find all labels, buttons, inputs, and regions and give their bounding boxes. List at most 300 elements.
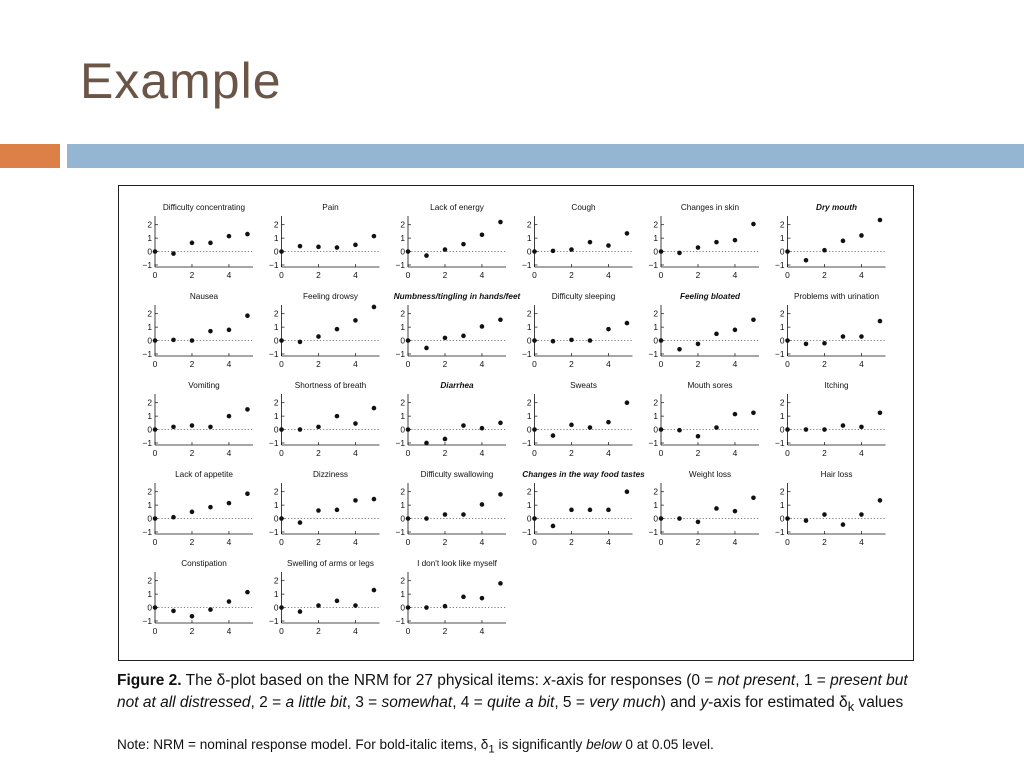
caption-text: The [181, 672, 217, 689]
y-tick-label: 0 [273, 246, 279, 257]
y-tick-label: 2 [400, 308, 405, 319]
data-point [353, 318, 358, 323]
data-point [841, 334, 846, 339]
data-point [804, 427, 809, 432]
data-point [696, 520, 701, 525]
y-tick-label: −1 [395, 259, 405, 270]
y-tick-label: −1 [648, 348, 658, 359]
caption-very-much: very much [589, 694, 661, 711]
y-tick-label: 1 [400, 589, 405, 600]
data-point [443, 247, 448, 252]
panel-title: Vomiting [188, 381, 220, 390]
data-point [878, 498, 883, 503]
y-tick-label: −1 [268, 348, 279, 359]
data-point [298, 244, 303, 249]
x-tick-label: 4 [479, 448, 485, 458]
x-tick-label: 2 [695, 537, 701, 547]
data-point [406, 427, 411, 432]
y-tick-label: −1 [774, 437, 785, 448]
data-point [733, 328, 738, 333]
data-point [245, 313, 250, 318]
data-point [677, 347, 682, 352]
data-point [372, 234, 377, 239]
x-tick-label: 0 [279, 626, 284, 636]
x-tick-label: 0 [658, 537, 664, 547]
x-tick-label: 4 [606, 537, 611, 547]
panel-title: Constipation [181, 559, 227, 568]
panel-title: Changes in the way food tastes [522, 470, 645, 479]
note-text: 0 at 0.05 level. [621, 737, 714, 752]
x-tick-label: 0 [658, 270, 664, 280]
caption-delta: δ [216, 672, 226, 689]
data-point [461, 334, 466, 339]
data-point [245, 590, 250, 595]
x-tick-label: 4 [353, 359, 358, 369]
x-tick-label: 0 [152, 448, 158, 458]
data-point [245, 407, 250, 412]
panel-title: Difficulty sleeping [551, 292, 616, 301]
data-point [279, 605, 284, 610]
panel-title: Difficulty concentrating [162, 203, 246, 212]
y-tick-label: 0 [779, 424, 785, 435]
data-point [733, 238, 738, 243]
data-point [785, 516, 790, 521]
data-point [480, 324, 485, 329]
data-point [298, 520, 303, 525]
x-tick-label: 4 [732, 537, 738, 547]
data-point [751, 495, 756, 500]
data-point [153, 427, 158, 432]
x-tick-label: 2 [442, 359, 448, 369]
data-point [424, 516, 429, 521]
data-point [551, 433, 556, 438]
x-tick-label: 4 [226, 626, 232, 636]
x-tick-label: 2 [569, 359, 574, 369]
y-tick-label: −1 [521, 259, 532, 270]
y-tick-label: 2 [400, 397, 405, 408]
x-tick-label: 0 [405, 270, 411, 280]
x-tick-label: 2 [316, 537, 321, 547]
data-point [353, 421, 358, 426]
x-tick-label: 0 [405, 537, 411, 547]
data-point [659, 427, 664, 432]
panel-title: Weight loss [688, 470, 732, 479]
x-tick-label: 4 [732, 448, 738, 458]
y-tick-label: 0 [526, 246, 532, 257]
x-tick-label: 4 [353, 626, 358, 636]
data-point [625, 321, 630, 326]
x-tick-label: 4 [859, 270, 864, 280]
data-point [190, 338, 195, 343]
y-tick-label: 0 [273, 424, 279, 435]
x-tick-label: 2 [189, 537, 195, 547]
data-point [714, 240, 719, 245]
caption-little-bit: a little bit [285, 694, 347, 711]
data-point [406, 605, 411, 610]
data-point [279, 249, 284, 254]
y-tick-label: 1 [273, 589, 279, 600]
y-tick-label: 2 [653, 486, 658, 497]
data-point [480, 232, 485, 237]
y-tick-label: 2 [400, 219, 405, 230]
data-point [171, 251, 176, 256]
data-point [878, 218, 883, 223]
data-point [153, 338, 158, 343]
y-tick-label: 0 [526, 335, 532, 346]
data-point [208, 329, 213, 334]
y-tick-label: 0 [526, 424, 532, 435]
y-tick-label: 2 [273, 575, 279, 586]
data-point [335, 245, 340, 250]
y-tick-label: 0 [273, 602, 279, 613]
y-tick-label: 2 [653, 219, 658, 230]
data-point [227, 599, 232, 604]
y-tick-label: 1 [779, 322, 785, 333]
data-point [335, 414, 340, 419]
y-tick-label: 1 [400, 233, 405, 244]
y-tick-label: 1 [526, 322, 532, 333]
note-subscript-1: 1 [488, 743, 495, 756]
y-tick-label: 0 [147, 335, 152, 346]
caption-text: , 2 = [250, 694, 286, 711]
x-tick-label: 4 [226, 537, 232, 547]
y-tick-label: 0 [147, 424, 152, 435]
data-point [443, 604, 448, 609]
data-point [532, 427, 537, 432]
data-point [406, 516, 411, 521]
y-tick-label: 0 [400, 424, 405, 435]
x-tick-label: 4 [732, 359, 738, 369]
x-tick-label: 0 [785, 270, 790, 280]
data-point [498, 492, 503, 497]
data-point [353, 603, 358, 608]
data-point [443, 512, 448, 517]
data-point [859, 425, 864, 430]
data-point [822, 512, 827, 517]
x-tick-label: 0 [532, 537, 537, 547]
data-point [372, 305, 377, 310]
y-tick-label: −1 [521, 437, 532, 448]
data-point [841, 522, 846, 527]
data-point [804, 518, 809, 523]
y-tick-label: 0 [400, 335, 405, 346]
y-tick-label: 1 [653, 322, 658, 333]
note-text: is significantly [494, 737, 587, 752]
x-tick-label: 2 [695, 448, 701, 458]
data-point [551, 524, 556, 529]
data-point [480, 502, 485, 507]
data-point [279, 427, 284, 432]
data-point [298, 340, 303, 345]
y-tick-label: −1 [521, 348, 532, 359]
x-tick-label: 0 [279, 359, 284, 369]
y-tick-label: 1 [273, 500, 279, 511]
x-tick-label: 2 [822, 270, 827, 280]
data-point [461, 242, 466, 247]
x-tick-label: 2 [569, 537, 574, 547]
y-tick-label: −1 [395, 348, 405, 359]
x-tick-label: 0 [785, 537, 790, 547]
x-tick-label: 4 [353, 448, 358, 458]
caption-y: y [700, 694, 709, 711]
note-delta: δ [480, 737, 489, 752]
y-tick-label: 1 [779, 233, 785, 244]
data-point [606, 243, 611, 248]
x-tick-label: 2 [316, 448, 321, 458]
data-point [859, 334, 864, 339]
data-point [822, 341, 827, 346]
y-tick-label: 0 [526, 513, 532, 524]
x-tick-label: 4 [859, 537, 864, 547]
data-point [208, 425, 213, 430]
caption-text: -axis for responses (0 = [550, 672, 718, 689]
x-tick-label: 2 [822, 448, 827, 458]
y-tick-label: 1 [400, 500, 405, 511]
panel-title: Dizziness [312, 470, 349, 479]
data-point [588, 338, 593, 343]
x-tick-label: 4 [226, 448, 232, 458]
panel-title: Mouth sores [687, 381, 733, 390]
x-tick-label: 0 [405, 448, 411, 458]
y-tick-label: −1 [268, 615, 279, 626]
y-tick-label: −1 [774, 348, 785, 359]
y-tick-label: −1 [268, 259, 279, 270]
caption-text: -axis for estimated [708, 694, 840, 711]
data-point [461, 595, 466, 600]
data-point [804, 258, 809, 263]
note-below: below [586, 737, 622, 752]
x-tick-label: 4 [859, 359, 864, 369]
y-tick-label: 0 [400, 602, 405, 613]
panel-title: Nausea [189, 292, 219, 301]
data-point [822, 248, 827, 253]
y-tick-label: 2 [526, 397, 532, 408]
x-tick-label: 0 [785, 448, 790, 458]
y-tick-label: 2 [147, 486, 152, 497]
caption-quite-a-bit: quite a bit [487, 694, 555, 711]
data-point [606, 327, 611, 332]
x-tick-label: 4 [606, 448, 611, 458]
y-tick-label: −1 [142, 259, 152, 270]
x-tick-label: 2 [189, 626, 195, 636]
x-tick-label: 4 [606, 359, 611, 369]
x-tick-label: 2 [695, 359, 701, 369]
y-tick-label: 1 [147, 589, 152, 600]
y-tick-label: −1 [648, 259, 658, 270]
data-point [190, 614, 195, 619]
data-point [424, 346, 429, 351]
data-point [625, 400, 630, 405]
data-point [551, 249, 556, 254]
panel-title: Changes in skin [680, 203, 740, 212]
y-tick-label: 0 [147, 513, 152, 524]
data-point [480, 426, 485, 431]
x-tick-label: 2 [316, 626, 321, 636]
data-point [625, 231, 630, 236]
caption-delta-k: δ [839, 694, 848, 711]
y-tick-label: 0 [779, 335, 785, 346]
panel-title: Sweats [570, 381, 597, 390]
data-point [353, 243, 358, 248]
data-point [751, 317, 756, 322]
delta-plot-figure [118, 185, 914, 661]
data-point [532, 516, 537, 521]
y-tick-label: −1 [648, 526, 658, 537]
data-point [606, 508, 611, 513]
data-point [841, 239, 846, 244]
x-tick-label: 2 [189, 359, 195, 369]
y-tick-label: 0 [653, 246, 658, 257]
x-tick-label: 2 [189, 448, 195, 458]
data-point [171, 338, 176, 343]
data-point [677, 428, 682, 433]
data-point [733, 509, 738, 514]
data-point [822, 427, 827, 432]
x-tick-label: 4 [353, 537, 358, 547]
data-point [316, 425, 321, 430]
data-point [316, 245, 321, 250]
x-tick-label: 2 [822, 537, 827, 547]
data-point [714, 506, 719, 511]
y-tick-label: 2 [147, 308, 152, 319]
y-tick-label: 1 [273, 411, 279, 422]
data-point [335, 599, 340, 604]
x-tick-label: 0 [279, 537, 284, 547]
data-point [551, 339, 556, 344]
data-point [424, 253, 429, 258]
y-tick-label: 2 [147, 575, 152, 586]
x-tick-label: 4 [479, 270, 485, 280]
data-point [227, 501, 232, 506]
data-point [569, 423, 574, 428]
data-point [498, 581, 503, 586]
y-tick-label: −1 [521, 526, 532, 537]
y-tick-label: 2 [526, 486, 532, 497]
data-point [859, 233, 864, 238]
y-tick-label: 2 [779, 219, 785, 230]
y-tick-label: 2 [779, 397, 785, 408]
y-tick-label: 2 [273, 219, 279, 230]
data-point [372, 588, 377, 593]
panel-title: I don't look like myself [417, 559, 497, 568]
y-tick-label: 1 [526, 411, 532, 422]
data-point [878, 410, 883, 415]
data-point [498, 317, 503, 322]
x-tick-label: 0 [658, 359, 664, 369]
x-tick-label: 2 [569, 448, 574, 458]
x-tick-label: 0 [152, 537, 158, 547]
panel-title: Swelling of arms or legs [287, 559, 374, 568]
caption-text: ) and [660, 694, 701, 711]
y-tick-label: 2 [400, 486, 405, 497]
x-tick-label: 2 [822, 359, 827, 369]
data-point [424, 441, 429, 446]
data-point [480, 596, 485, 601]
y-tick-label: −1 [395, 526, 405, 537]
y-tick-label: −1 [268, 526, 279, 537]
x-tick-label: 0 [658, 448, 664, 458]
caption-text: , 3 = [346, 694, 382, 711]
data-point [443, 336, 448, 341]
y-tick-label: −1 [395, 437, 405, 448]
y-tick-label: 2 [273, 397, 279, 408]
y-tick-label: 0 [400, 246, 405, 257]
data-point [316, 334, 321, 339]
y-tick-label: 2 [147, 397, 152, 408]
x-tick-label: 4 [859, 448, 864, 458]
data-point [498, 220, 503, 225]
y-tick-label: 2 [526, 308, 532, 319]
panel-title: Numbness/tingling in hands/feet [393, 292, 521, 301]
caption-subscript-k: k [847, 699, 855, 715]
data-point [659, 516, 664, 521]
figure-note [117, 737, 917, 756]
data-point [785, 249, 790, 254]
data-point [461, 423, 466, 428]
x-tick-label: 2 [569, 270, 574, 280]
x-tick-label: 2 [442, 270, 448, 280]
data-point [677, 251, 682, 256]
data-point [190, 423, 195, 428]
panel-title: Feeling drowsy [302, 292, 359, 301]
x-tick-label: 0 [532, 359, 537, 369]
x-tick-label: 4 [479, 626, 485, 636]
y-tick-label: 0 [273, 513, 279, 524]
panel-title: Hair loss [820, 470, 853, 479]
data-point [227, 414, 232, 419]
panel-title: Lack of energy [430, 203, 484, 212]
data-point [606, 420, 611, 425]
caption-text: values [854, 694, 904, 711]
panel-title: Shortness of breath [294, 381, 367, 390]
data-point [443, 437, 448, 442]
data-point [372, 497, 377, 502]
data-point [279, 338, 284, 343]
y-tick-label: −1 [142, 526, 152, 537]
x-tick-label: 0 [405, 359, 411, 369]
data-point [532, 338, 537, 343]
data-point [353, 498, 358, 503]
caption-present: present but not at all distressed [117, 672, 908, 711]
data-point [208, 607, 213, 612]
panel-title: Difficulty swallowing [420, 470, 494, 479]
data-point [569, 508, 574, 513]
caption-text: , 1 = [795, 672, 831, 689]
y-tick-label: 2 [273, 308, 279, 319]
x-tick-label: 0 [279, 270, 284, 280]
x-tick-label: 0 [152, 270, 158, 280]
data-point [461, 512, 466, 517]
y-tick-label: 2 [653, 397, 658, 408]
y-tick-label: 1 [147, 322, 152, 333]
x-tick-label: 0 [532, 448, 537, 458]
y-tick-label: 2 [779, 486, 785, 497]
data-point [316, 603, 321, 608]
data-point [227, 328, 232, 333]
y-tick-label: 1 [653, 500, 658, 511]
data-point [659, 338, 664, 343]
y-tick-label: −1 [268, 437, 279, 448]
data-point [859, 512, 864, 517]
data-point [804, 342, 809, 347]
x-tick-label: 0 [279, 448, 284, 458]
x-tick-label: 2 [442, 448, 448, 458]
panel-title: Lack of appetite [175, 470, 233, 479]
data-point [153, 249, 158, 254]
y-tick-label: 1 [147, 233, 152, 244]
data-point [696, 342, 701, 347]
y-tick-label: −1 [774, 259, 785, 270]
